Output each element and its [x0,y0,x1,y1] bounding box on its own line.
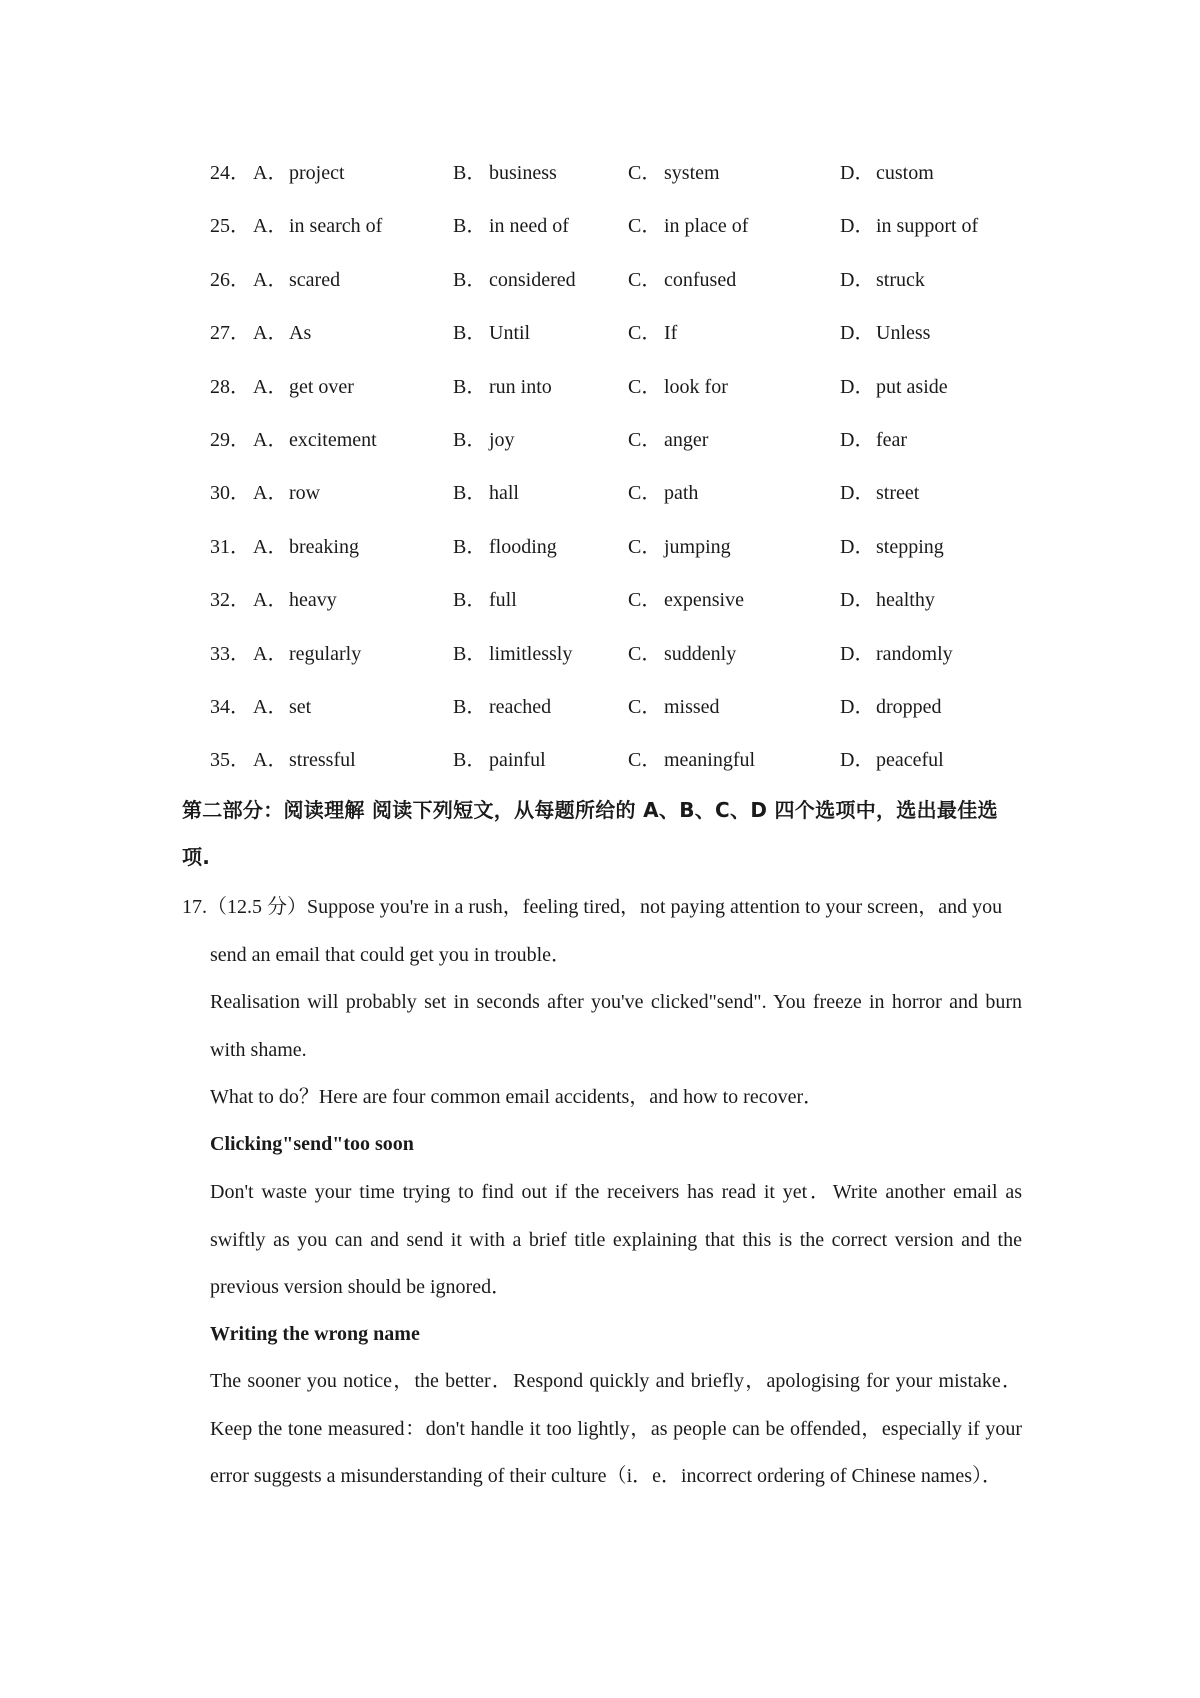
option-letter: D． [840,642,875,665]
option-letter: A． [253,535,288,558]
option-a-text: set [289,696,312,718]
option-b-text: hall [489,482,519,505]
option-letter: D． [840,215,875,238]
option-b-text: Until [489,322,531,345]
option-letter: D． [840,749,875,772]
option-letter: B． [453,642,487,665]
option-d-text: struck [876,268,925,291]
option-letter: A． [253,589,288,612]
section-heading-line-2: 项. [182,845,211,869]
option-c-text: in place of [664,215,749,238]
option-letter: D． [840,589,875,612]
option-d-text: in support of [876,215,979,238]
option-d-text: street [876,482,920,505]
option-letter: A． [253,749,288,772]
option-a-text: in search of [289,215,383,238]
option-d-text: put aside [876,375,948,398]
option-b-text: full [489,589,517,612]
question-17-intro [182,884,1022,979]
subheading-wrong-name: Writing the wrong name [210,1323,420,1345]
option-d-text: custom [876,162,934,184]
option-c-text: missed [664,696,720,718]
option-d-text: randomly [876,642,953,665]
option-b-text: run into [489,375,552,398]
option-c-text: jumping [664,535,731,558]
option-letter: A． [253,375,288,398]
option-letter: D． [840,429,875,451]
option-letter: C． [628,429,662,451]
option-a-text: row [289,482,321,505]
option-letter: C． [628,482,662,505]
option-d-text: peaceful [876,749,944,772]
option-letter: C． [628,642,662,665]
option-letter: B． [453,482,487,505]
option-c-text: expensive [664,589,744,612]
option-b-text: flooding [489,535,557,558]
question-number: 33． [210,642,250,665]
question-17-line-1: 17.（12.5 分）Suppose you're in a rush，feeling tired，not paying attention to your screen，and you [182,896,1003,918]
option-letter: A． [253,268,288,291]
option-letter: B． [453,375,487,398]
option-letter: C． [628,215,662,238]
option-letter: D． [840,375,875,398]
option-a-text: heavy [289,589,337,612]
question-number: 35． [210,749,250,772]
question-number: 31． [210,535,250,558]
question-number: 28． [210,375,250,398]
question-number: 26． [210,268,250,291]
paragraph-what-to-do: What to do？Here are four common email accidents，and how to recover． [210,1086,824,1108]
option-letter: A． [253,642,288,665]
paragraph-realisation: Realisation will probably set in seconds after you've clicked"send". You freeze in horror and burn with shame. [210,991,1022,1061]
option-letter: B． [453,215,487,238]
option-a-text: project [289,162,345,184]
question-number: 34． [210,696,250,718]
option-c-text: anger [664,429,709,451]
option-b-text: joy [489,429,515,451]
option-a-text: regularly [289,642,362,665]
option-c-text: confused [664,268,737,291]
section-heading-line-1: 第二部分：阅读理解 阅读下列短文，从每题所给的 A、B、C、D 四个选项中，选出最佳选 [182,798,998,822]
option-letter: A． [253,482,288,505]
option-letter: B． [453,429,487,451]
option-c-text: look for [664,375,728,398]
option-d-text: Unless [876,322,931,345]
option-c-text: If [664,322,678,345]
option-letter: D． [840,482,875,505]
section-heading [182,787,1022,881]
option-letter: C． [628,375,662,398]
question-number: 30． [210,482,250,505]
option-letter: A． [253,696,288,718]
paragraph-clicking-send: Don't waste your time trying to find out if the receivers has read it yet．Write another email as swiftly as you can and send it with a brief title explaining that this is the correct version and the previous version should be ignored． [210,1181,1022,1298]
subheading-clicking-send: Clicking"send"too soon [210,1133,414,1155]
question-number: 24． [210,162,250,184]
option-letter: A． [253,215,288,238]
option-letter: C． [628,535,662,558]
option-letter: C． [628,589,662,612]
option-letter: B． [453,535,487,558]
option-c-text: meaningful [664,749,756,772]
paragraph-wrong-name: The sooner you notice，the better．Respond quickly and briefly，apologising for your mistake．Keep the tone measured：don't handle it too lightly，as people can be offended，especially if your error suggests a misunderstanding of their culture（i．e．incorrect ordering of Chinese names）． [210,1370,1022,1487]
option-letter: C． [628,696,662,718]
option-a-text: get over [289,375,354,398]
option-a-text: excitement [289,429,377,451]
option-a-text: breaking [289,535,359,558]
option-d-text: healthy [876,589,935,612]
question-17-line-2: send an email that could get you in trouble． [210,943,572,966]
option-b-text: in need of [489,215,569,238]
option-letter: C． [628,162,662,184]
option-d-text: stepping [876,535,944,558]
option-letter: C． [628,322,662,345]
option-letter: D． [840,322,875,345]
option-letter: B． [453,749,487,772]
question-number: 25． [210,215,250,238]
option-d-text: fear [876,429,908,451]
question-number: 27． [210,322,250,345]
option-a-text: As [289,322,312,345]
option-c-text: path [664,482,699,505]
option-letter: C． [628,749,662,772]
option-b-text: business [489,162,557,184]
option-letter: B． [453,268,487,291]
option-letter: A． [253,322,288,345]
option-b-text: reached [489,696,552,718]
option-b-text: considered [489,268,576,291]
option-a-text: scared [289,268,341,291]
option-letter: A． [253,162,288,184]
option-b-text: limitlessly [489,642,573,665]
option-letter: B． [453,162,487,184]
option-letter: D． [840,162,875,184]
option-letter: D． [840,696,875,718]
question-number: 32． [210,589,250,612]
option-letter: C． [628,268,662,291]
option-d-text: dropped [876,696,942,718]
option-a-text: stressful [289,749,356,772]
option-c-text: suddenly [664,642,737,665]
option-letter: D． [840,268,875,291]
option-letter: D． [840,535,875,558]
question-number: 29． [210,429,250,451]
option-letter: B． [453,322,487,345]
option-b-text: painful [489,749,546,772]
option-letter: B． [453,696,487,718]
option-letter: A． [253,429,288,451]
option-c-text: system [664,162,720,184]
option-letter: B． [453,589,487,612]
